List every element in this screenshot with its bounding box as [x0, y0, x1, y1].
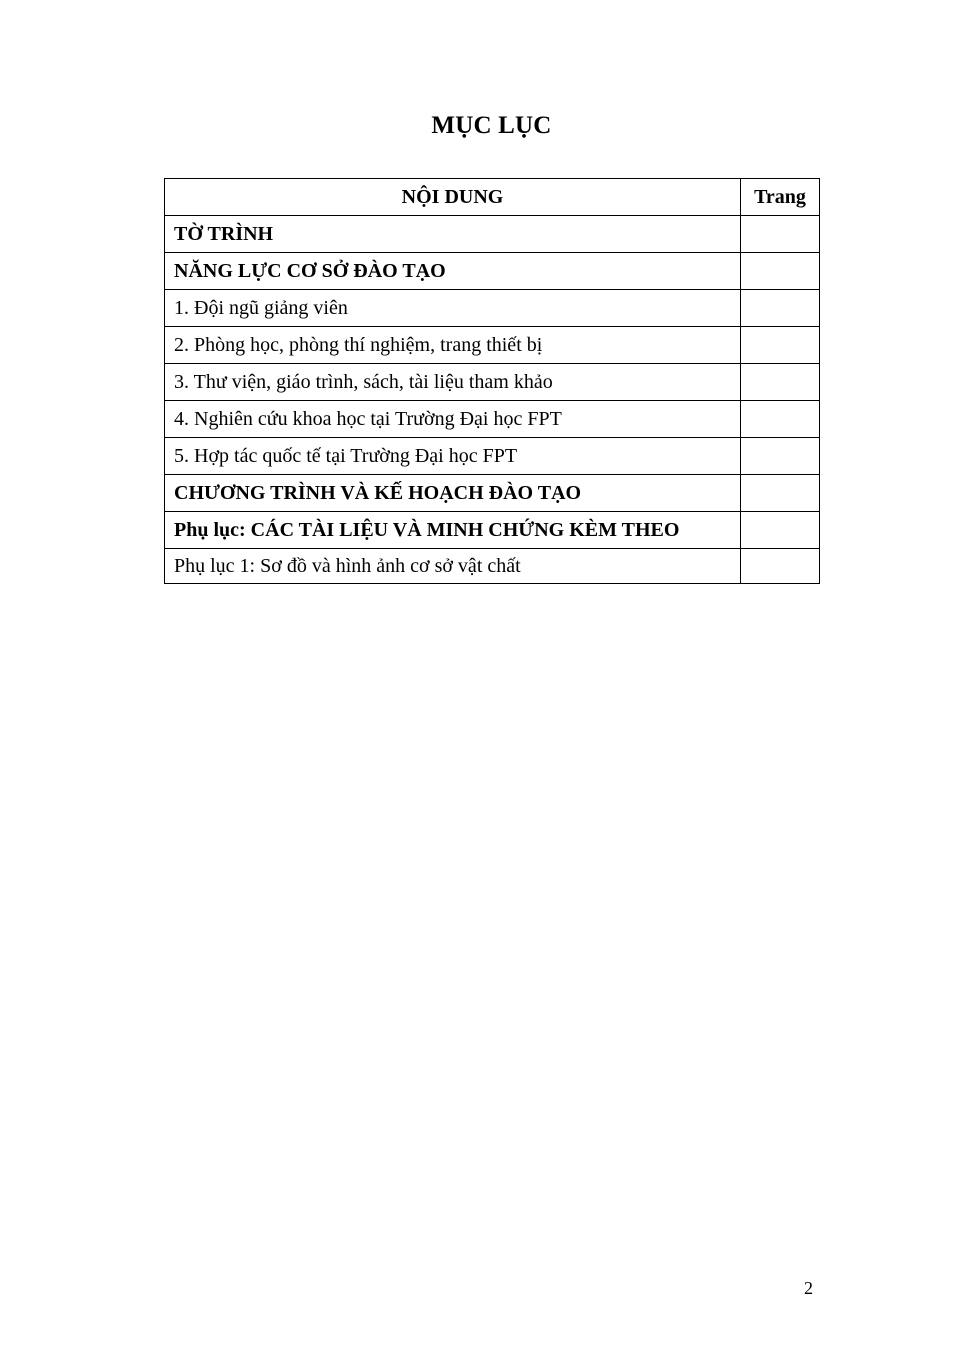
toc-entry-chuong-trinh: CHƯƠNG TRÌNH VÀ KẾ HOẠCH ĐÀO TẠO — [165, 475, 741, 512]
table-row — [165, 401, 820, 438]
page-column-header: Trang — [741, 179, 820, 216]
table-row — [165, 253, 820, 290]
toc-page-cell — [741, 253, 820, 290]
table-of-contents — [164, 178, 820, 584]
table-row — [165, 290, 820, 327]
toc-page-cell — [741, 216, 820, 253]
toc-entry-phong-hoc: 2. Phòng học, phòng thí nghiệm, trang thiết bị — [165, 327, 741, 364]
page-title: MỤC LỤC — [431, 112, 552, 139]
toc-page-cell — [741, 549, 820, 584]
page-number: 2 — [804, 1278, 813, 1298]
toc-page-cell — [741, 364, 820, 401]
table-row — [165, 216, 820, 253]
toc-page-cell — [741, 327, 820, 364]
toc-entry-phu-luc: Phụ lục: CÁC TÀI LIỆU VÀ MINH CHỨNG KÈM THEO — [165, 512, 741, 549]
toc-entry-hop-tac: 5. Hợp tác quốc tế tại Trường Đại học FPT — [165, 438, 741, 475]
toc-page-cell — [741, 475, 820, 512]
table-row — [165, 438, 820, 475]
table-row — [165, 475, 820, 512]
content-column-header: NỘI DUNG — [165, 179, 741, 216]
table-row — [165, 512, 820, 549]
table-row — [165, 327, 820, 364]
table-row — [165, 364, 820, 401]
toc-entry-to-trinh: TỜ TRÌNH — [165, 216, 741, 253]
toc-entry-phu-luc-1: Phụ lục 1: Sơ đồ và hình ảnh cơ sở vật chất — [165, 549, 741, 584]
table-header-row — [165, 179, 820, 216]
toc-entry-nghien-cuu: 4. Nghiên cứu khoa học tại Trường Đại học FPT — [165, 401, 741, 438]
toc-entry-thu-vien: 3. Thư viện, giáo trình, sách, tài liệu tham khảo — [165, 364, 741, 401]
toc-page-cell — [741, 401, 820, 438]
toc-entry-nang-luc: NĂNG LỰC CƠ SỞ ĐÀO TẠO — [165, 253, 741, 290]
toc-page-cell — [741, 438, 820, 475]
toc-entry-doi-ngu: 1. Đội ngũ giảng viên — [165, 290, 741, 327]
table-row — [165, 549, 820, 584]
toc-page-cell — [741, 290, 820, 327]
toc-page-cell — [741, 512, 820, 549]
